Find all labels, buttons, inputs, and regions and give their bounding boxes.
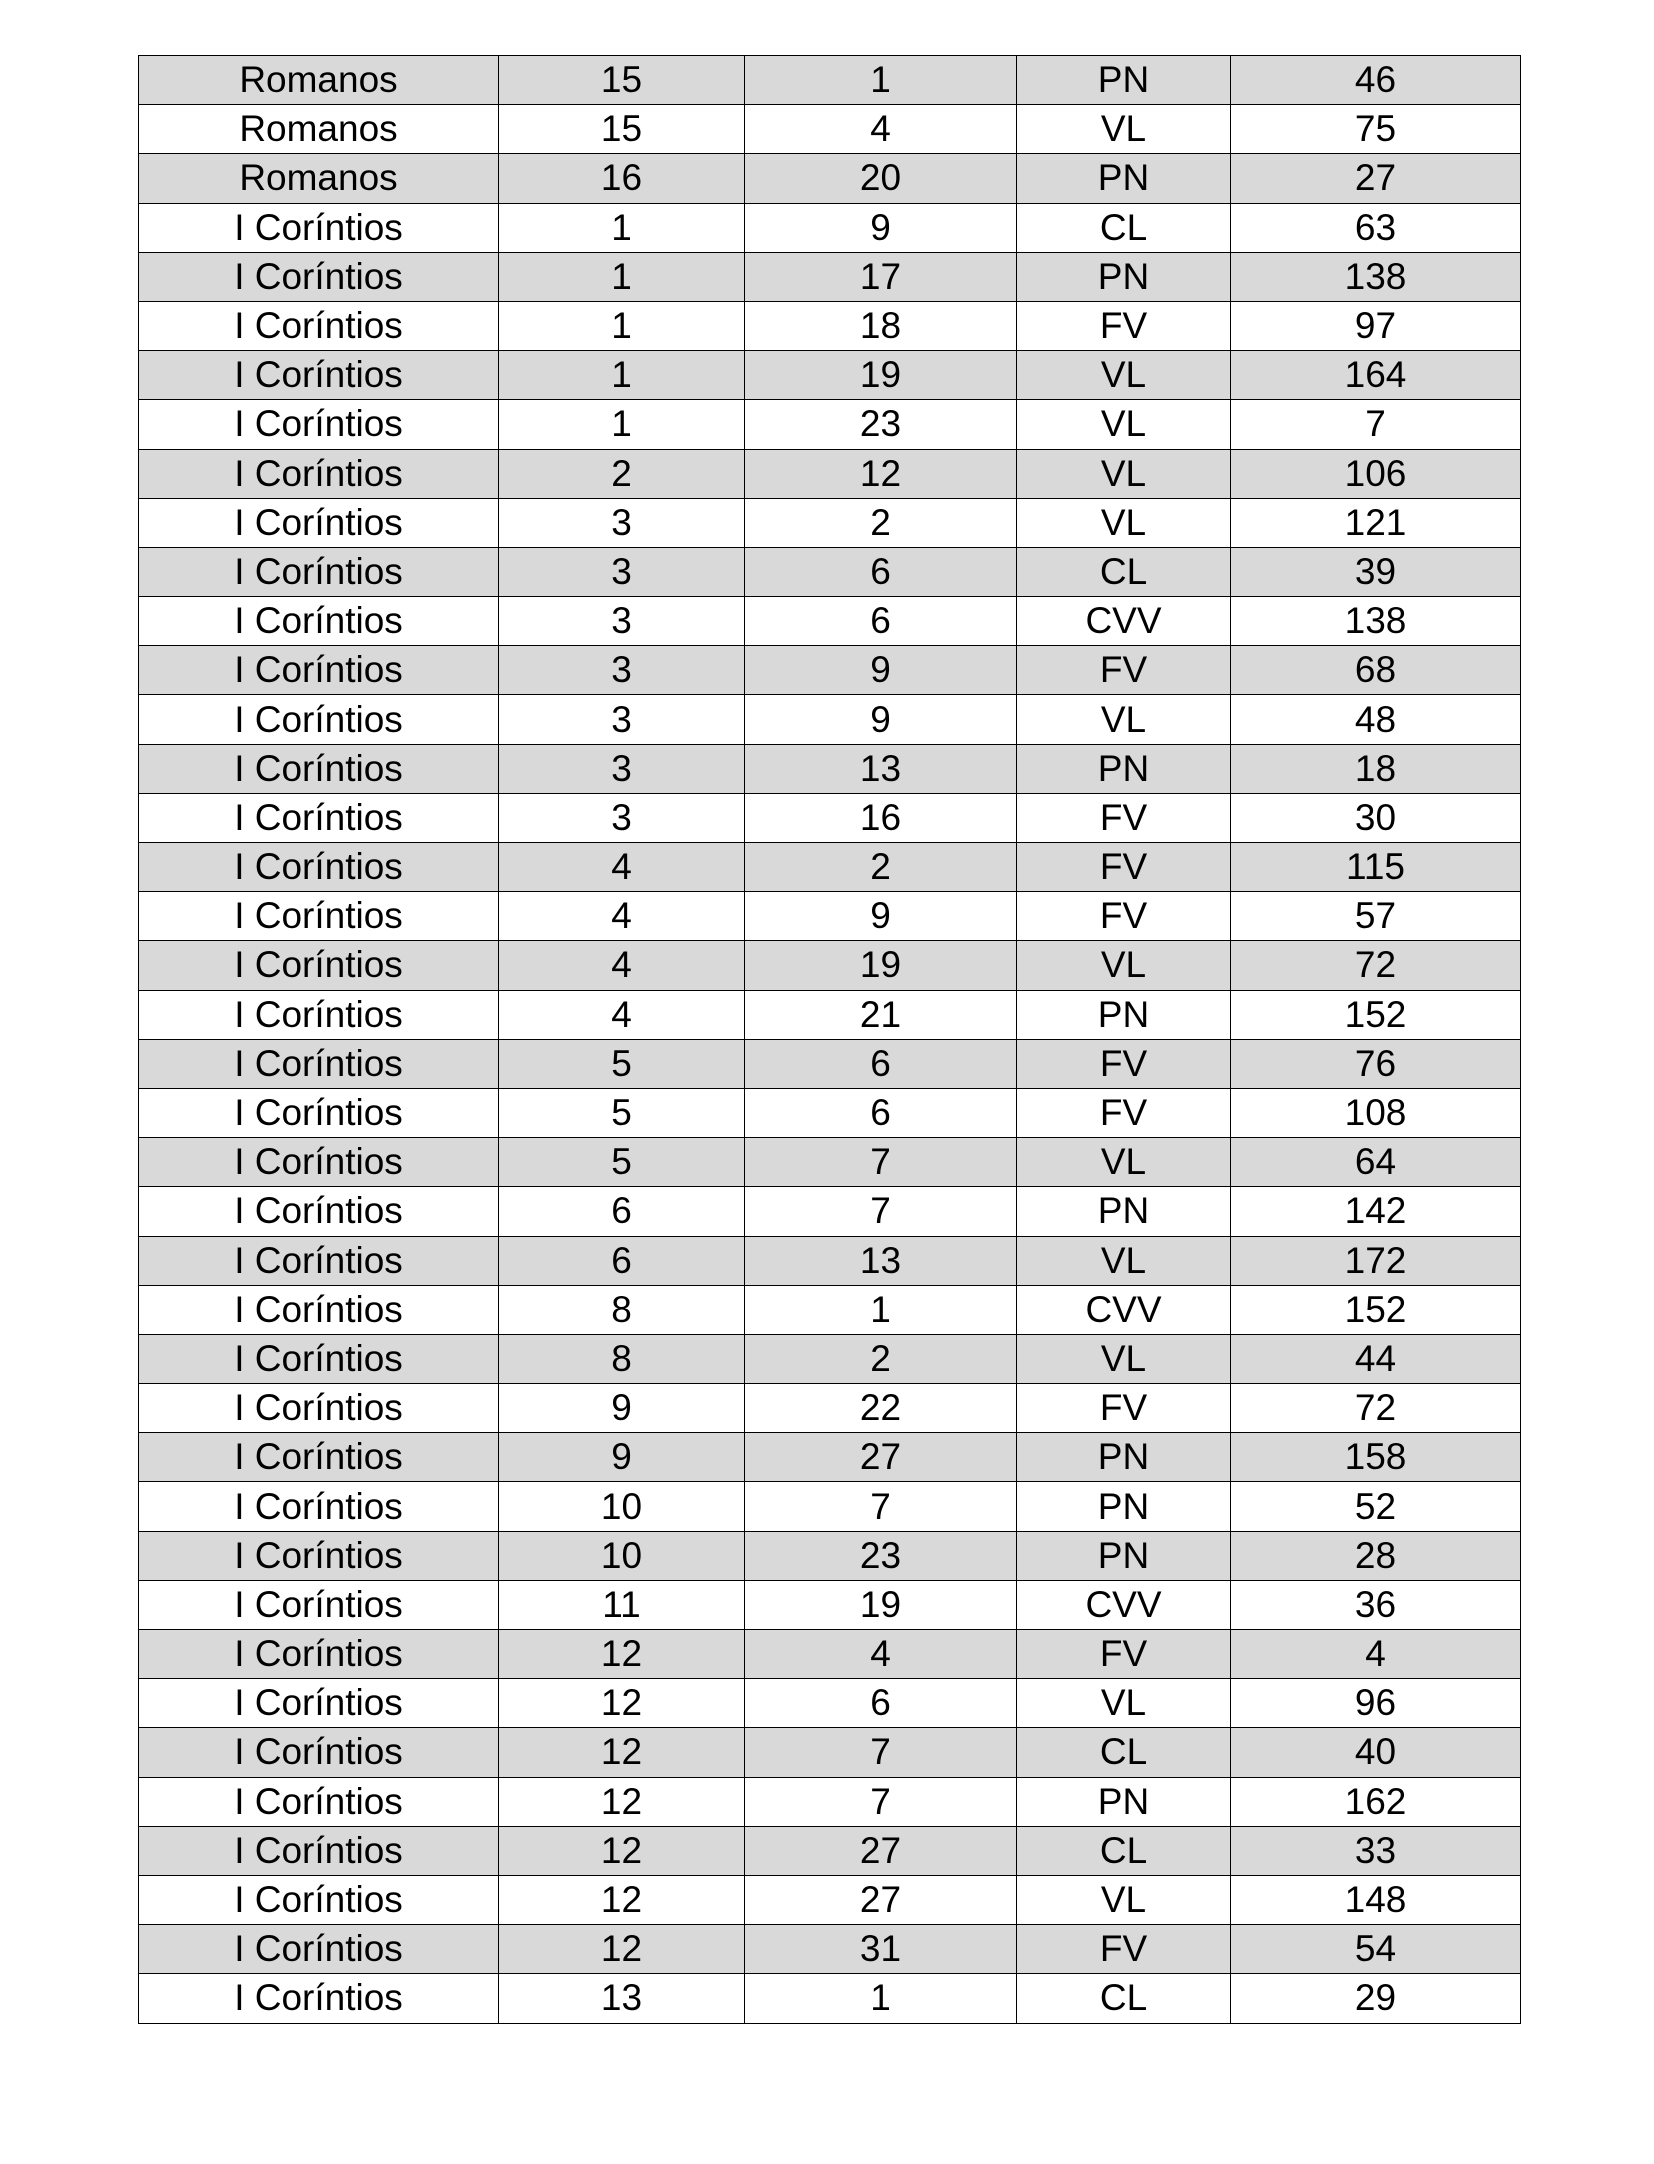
- code-cell: PN: [1017, 1531, 1231, 1580]
- table-row: [139, 1531, 1521, 1580]
- number-cell: 152: [1231, 1285, 1521, 1334]
- table-row: [139, 498, 1521, 547]
- number-cell: 72: [1231, 941, 1521, 990]
- table-row: [139, 793, 1521, 842]
- book-cell: I Coríntios: [139, 744, 499, 793]
- chapter-cell: 15: [499, 56, 745, 105]
- number-cell: 28: [1231, 1531, 1521, 1580]
- code-cell: VL: [1017, 1236, 1231, 1285]
- number-cell: 68: [1231, 646, 1521, 695]
- code-cell: FV: [1017, 1925, 1231, 1974]
- chapter-cell: 4: [499, 843, 745, 892]
- chapter-cell: 5: [499, 1088, 745, 1137]
- code-cell: PN: [1017, 154, 1231, 203]
- book-cell: I Coríntios: [139, 351, 499, 400]
- verse-cell: 13: [745, 744, 1017, 793]
- chapter-cell: 13: [499, 1974, 745, 2023]
- verse-cell: 6: [745, 597, 1017, 646]
- code-cell: VL: [1017, 498, 1231, 547]
- number-cell: 158: [1231, 1433, 1521, 1482]
- code-cell: FV: [1017, 843, 1231, 892]
- table-row: [139, 1777, 1521, 1826]
- table-row: [139, 1384, 1521, 1433]
- chapter-cell: 5: [499, 1138, 745, 1187]
- data-table: [138, 55, 1521, 2024]
- number-cell: 33: [1231, 1826, 1521, 1875]
- verse-cell: 27: [745, 1875, 1017, 1924]
- code-cell: VL: [1017, 1679, 1231, 1728]
- table-row: [139, 56, 1521, 105]
- table-row: [139, 105, 1521, 154]
- code-cell: CL: [1017, 1826, 1231, 1875]
- table-row: [139, 1433, 1521, 1482]
- table-row: [139, 646, 1521, 695]
- number-cell: 52: [1231, 1482, 1521, 1531]
- chapter-cell: 10: [499, 1482, 745, 1531]
- verse-cell: 12: [745, 449, 1017, 498]
- code-cell: PN: [1017, 252, 1231, 301]
- book-cell: I Coríntios: [139, 1138, 499, 1187]
- number-cell: 29: [1231, 1974, 1521, 2023]
- table-row: [139, 252, 1521, 301]
- verse-cell: 7: [745, 1138, 1017, 1187]
- book-cell: I Coríntios: [139, 400, 499, 449]
- number-cell: 46: [1231, 56, 1521, 105]
- code-cell: PN: [1017, 1777, 1231, 1826]
- number-cell: 142: [1231, 1187, 1521, 1236]
- table-row: [139, 941, 1521, 990]
- book-cell: I Coríntios: [139, 597, 499, 646]
- code-cell: CVV: [1017, 597, 1231, 646]
- number-cell: 30: [1231, 793, 1521, 842]
- book-cell: Romanos: [139, 105, 499, 154]
- table-row: [139, 1482, 1521, 1531]
- verse-cell: 1: [745, 1285, 1017, 1334]
- verse-cell: 7: [745, 1482, 1017, 1531]
- number-cell: 138: [1231, 252, 1521, 301]
- book-cell: I Coríntios: [139, 1334, 499, 1383]
- verse-cell: 27: [745, 1826, 1017, 1875]
- table-row: [139, 1138, 1521, 1187]
- code-cell: CL: [1017, 547, 1231, 596]
- table-row: [139, 597, 1521, 646]
- table-row: [139, 400, 1521, 449]
- chapter-cell: 12: [499, 1679, 745, 1728]
- code-cell: VL: [1017, 351, 1231, 400]
- chapter-cell: 10: [499, 1531, 745, 1580]
- verse-cell: 31: [745, 1925, 1017, 1974]
- code-cell: PN: [1017, 1187, 1231, 1236]
- chapter-cell: 3: [499, 498, 745, 547]
- table-row: [139, 843, 1521, 892]
- verse-cell: 19: [745, 941, 1017, 990]
- verse-cell: 19: [745, 351, 1017, 400]
- number-cell: 64: [1231, 1138, 1521, 1187]
- book-cell: I Coríntios: [139, 1039, 499, 1088]
- table-row: [139, 1826, 1521, 1875]
- table-row: [139, 1580, 1521, 1629]
- table-row: [139, 1187, 1521, 1236]
- book-cell: I Coríntios: [139, 547, 499, 596]
- table-row: [139, 744, 1521, 793]
- verse-cell: 6: [745, 547, 1017, 596]
- table-row: [139, 1088, 1521, 1137]
- chapter-cell: 2: [499, 449, 745, 498]
- verse-cell: 17: [745, 252, 1017, 301]
- code-cell: PN: [1017, 1482, 1231, 1531]
- code-cell: CL: [1017, 1728, 1231, 1777]
- code-cell: PN: [1017, 744, 1231, 793]
- code-cell: FV: [1017, 301, 1231, 350]
- book-cell: I Coríntios: [139, 203, 499, 252]
- chapter-cell: 6: [499, 1187, 745, 1236]
- number-cell: 138: [1231, 597, 1521, 646]
- table-row: [139, 1925, 1521, 1974]
- chapter-cell: 12: [499, 1630, 745, 1679]
- book-cell: I Coríntios: [139, 1728, 499, 1777]
- book-cell: I Coríntios: [139, 449, 499, 498]
- table-row: [139, 449, 1521, 498]
- number-cell: 76: [1231, 1039, 1521, 1088]
- code-cell: VL: [1017, 449, 1231, 498]
- number-cell: 164: [1231, 351, 1521, 400]
- verse-cell: 1: [745, 1974, 1017, 2023]
- chapter-cell: 9: [499, 1384, 745, 1433]
- verse-cell: 2: [745, 1334, 1017, 1383]
- book-cell: I Coríntios: [139, 1679, 499, 1728]
- book-cell: I Coríntios: [139, 843, 499, 892]
- book-cell: I Coríntios: [139, 646, 499, 695]
- number-cell: 27: [1231, 154, 1521, 203]
- chapter-cell: 12: [499, 1728, 745, 1777]
- verse-cell: 22: [745, 1384, 1017, 1433]
- book-cell: I Coríntios: [139, 1580, 499, 1629]
- verse-cell: 16: [745, 793, 1017, 842]
- chapter-cell: 8: [499, 1334, 745, 1383]
- table-row: [139, 301, 1521, 350]
- code-cell: VL: [1017, 1138, 1231, 1187]
- chapter-cell: 3: [499, 646, 745, 695]
- book-cell: I Coríntios: [139, 301, 499, 350]
- table-row: [139, 1236, 1521, 1285]
- number-cell: 97: [1231, 301, 1521, 350]
- number-cell: 39: [1231, 547, 1521, 596]
- book-cell: I Coríntios: [139, 1777, 499, 1826]
- number-cell: 54: [1231, 1925, 1521, 1974]
- verse-cell: 27: [745, 1433, 1017, 1482]
- chapter-cell: 15: [499, 105, 745, 154]
- chapter-cell: 1: [499, 203, 745, 252]
- chapter-cell: 4: [499, 892, 745, 941]
- verse-cell: 1: [745, 56, 1017, 105]
- table-row: [139, 1334, 1521, 1383]
- chapter-cell: 3: [499, 744, 745, 793]
- verse-cell: 23: [745, 1531, 1017, 1580]
- code-cell: VL: [1017, 695, 1231, 744]
- number-cell: 75: [1231, 105, 1521, 154]
- code-cell: VL: [1017, 400, 1231, 449]
- table-row: [139, 1875, 1521, 1924]
- verse-cell: 9: [745, 892, 1017, 941]
- verse-cell: 9: [745, 646, 1017, 695]
- book-cell: I Coríntios: [139, 1531, 499, 1580]
- number-cell: 106: [1231, 449, 1521, 498]
- verse-cell: 13: [745, 1236, 1017, 1285]
- chapter-cell: 12: [499, 1875, 745, 1924]
- chapter-cell: 3: [499, 793, 745, 842]
- number-cell: 72: [1231, 1384, 1521, 1433]
- code-cell: PN: [1017, 56, 1231, 105]
- book-cell: I Coríntios: [139, 941, 499, 990]
- code-cell: CL: [1017, 1974, 1231, 2023]
- table-row: [139, 1285, 1521, 1334]
- verse-cell: 4: [745, 1630, 1017, 1679]
- number-cell: 148: [1231, 1875, 1521, 1924]
- chapter-cell: 11: [499, 1580, 745, 1629]
- chapter-cell: 12: [499, 1826, 745, 1875]
- book-cell: I Coríntios: [139, 1285, 499, 1334]
- number-cell: 162: [1231, 1777, 1521, 1826]
- table-row: [139, 695, 1521, 744]
- number-cell: 48: [1231, 695, 1521, 744]
- code-cell: VL: [1017, 105, 1231, 154]
- verse-cell: 19: [745, 1580, 1017, 1629]
- table-row: [139, 1679, 1521, 1728]
- number-cell: 121: [1231, 498, 1521, 547]
- number-cell: 4: [1231, 1630, 1521, 1679]
- table-row: [139, 1039, 1521, 1088]
- number-cell: 40: [1231, 1728, 1521, 1777]
- code-cell: FV: [1017, 646, 1231, 695]
- code-cell: FV: [1017, 793, 1231, 842]
- code-cell: PN: [1017, 1433, 1231, 1482]
- chapter-cell: 4: [499, 941, 745, 990]
- table-row: [139, 1974, 1521, 2023]
- chapter-cell: 3: [499, 547, 745, 596]
- book-cell: I Coríntios: [139, 252, 499, 301]
- code-cell: FV: [1017, 1630, 1231, 1679]
- book-cell: I Coríntios: [139, 1088, 499, 1137]
- book-cell: I Coríntios: [139, 892, 499, 941]
- table-row: [139, 351, 1521, 400]
- code-cell: CL: [1017, 203, 1231, 252]
- verse-cell: 21: [745, 990, 1017, 1039]
- table-row: [139, 892, 1521, 941]
- chapter-cell: 9: [499, 1433, 745, 1482]
- code-cell: CVV: [1017, 1285, 1231, 1334]
- verse-cell: 20: [745, 154, 1017, 203]
- chapter-cell: 6: [499, 1236, 745, 1285]
- code-cell: PN: [1017, 990, 1231, 1039]
- chapter-cell: 1: [499, 252, 745, 301]
- code-cell: FV: [1017, 1039, 1231, 1088]
- code-cell: VL: [1017, 1875, 1231, 1924]
- number-cell: 57: [1231, 892, 1521, 941]
- code-cell: VL: [1017, 941, 1231, 990]
- verse-cell: 6: [745, 1679, 1017, 1728]
- verse-cell: 23: [745, 400, 1017, 449]
- book-cell: I Coríntios: [139, 1974, 499, 2023]
- number-cell: 63: [1231, 203, 1521, 252]
- verse-cell: 7: [745, 1187, 1017, 1236]
- chapter-cell: 1: [499, 400, 745, 449]
- book-cell: I Coríntios: [139, 1433, 499, 1482]
- book-cell: I Coríntios: [139, 1187, 499, 1236]
- chapter-cell: 12: [499, 1925, 745, 1974]
- chapter-cell: 3: [499, 695, 745, 744]
- number-cell: 115: [1231, 843, 1521, 892]
- table-row: [139, 203, 1521, 252]
- code-cell: FV: [1017, 892, 1231, 941]
- book-cell: I Coríntios: [139, 1630, 499, 1679]
- chapter-cell: 4: [499, 990, 745, 1039]
- number-cell: 96: [1231, 1679, 1521, 1728]
- book-cell: Romanos: [139, 154, 499, 203]
- chapter-cell: 12: [499, 1777, 745, 1826]
- book-cell: I Coríntios: [139, 1236, 499, 1285]
- table-row: [139, 1630, 1521, 1679]
- verse-cell: 6: [745, 1039, 1017, 1088]
- table-row: [139, 1728, 1521, 1777]
- chapter-cell: 3: [499, 597, 745, 646]
- code-cell: VL: [1017, 1334, 1231, 1383]
- code-cell: FV: [1017, 1384, 1231, 1433]
- book-cell: Romanos: [139, 56, 499, 105]
- verse-cell: 6: [745, 1088, 1017, 1137]
- chapter-cell: 8: [499, 1285, 745, 1334]
- book-cell: I Coríntios: [139, 1875, 499, 1924]
- number-cell: 36: [1231, 1580, 1521, 1629]
- verse-cell: 7: [745, 1728, 1017, 1777]
- table-row: [139, 154, 1521, 203]
- book-cell: I Coríntios: [139, 793, 499, 842]
- verse-cell: 9: [745, 203, 1017, 252]
- book-cell: I Coríntios: [139, 498, 499, 547]
- chapter-cell: 16: [499, 154, 745, 203]
- chapter-cell: 5: [499, 1039, 745, 1088]
- verse-cell: 7: [745, 1777, 1017, 1826]
- verse-cell: 9: [745, 695, 1017, 744]
- table-row: [139, 990, 1521, 1039]
- number-cell: 44: [1231, 1334, 1521, 1383]
- number-cell: 108: [1231, 1088, 1521, 1137]
- number-cell: 172: [1231, 1236, 1521, 1285]
- verse-cell: 4: [745, 105, 1017, 154]
- book-cell: I Coríntios: [139, 990, 499, 1039]
- book-cell: I Coríntios: [139, 1826, 499, 1875]
- number-cell: 7: [1231, 400, 1521, 449]
- table-body: [139, 56, 1521, 2024]
- verse-cell: 2: [745, 498, 1017, 547]
- table-row: [139, 547, 1521, 596]
- number-cell: 152: [1231, 990, 1521, 1039]
- chapter-cell: 1: [499, 301, 745, 350]
- verse-cell: 18: [745, 301, 1017, 350]
- book-cell: I Coríntios: [139, 695, 499, 744]
- book-cell: I Coríntios: [139, 1925, 499, 1974]
- number-cell: 18: [1231, 744, 1521, 793]
- book-cell: I Coríntios: [139, 1384, 499, 1433]
- verse-cell: 2: [745, 843, 1017, 892]
- chapter-cell: 1: [499, 351, 745, 400]
- code-cell: CVV: [1017, 1580, 1231, 1629]
- code-cell: FV: [1017, 1088, 1231, 1137]
- book-cell: I Coríntios: [139, 1482, 499, 1531]
